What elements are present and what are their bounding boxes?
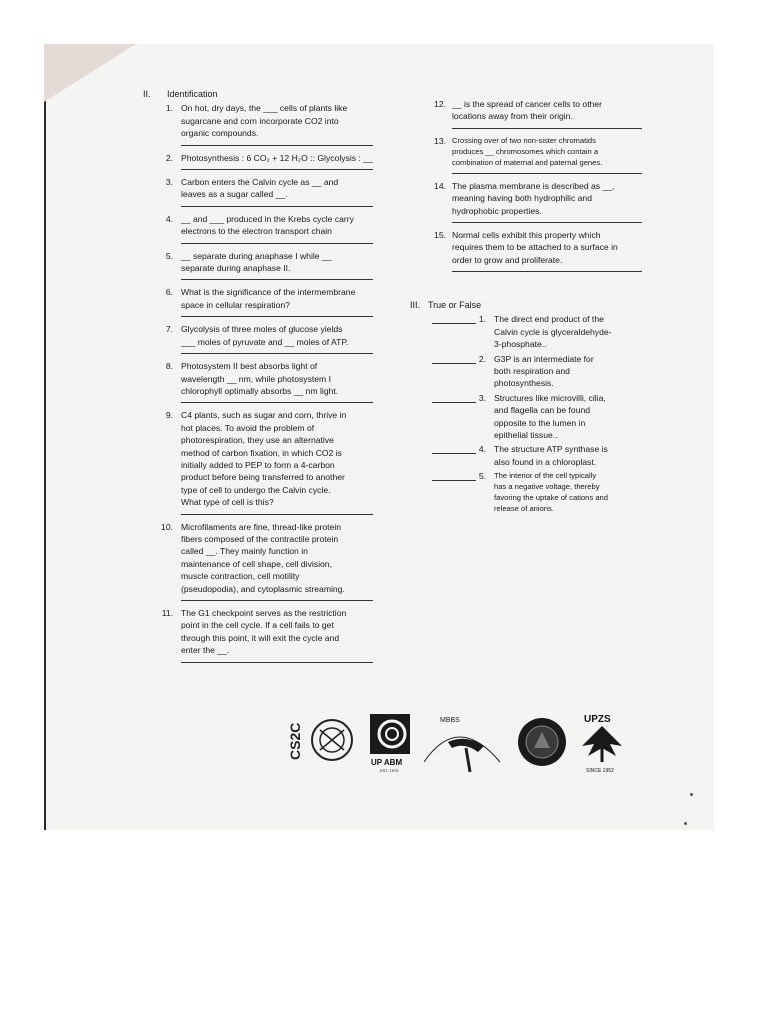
question-number: 15. [434,230,446,241]
true-false-item [410,443,640,468]
statement-number: 3. [478,392,486,403]
statement-text: The direct end product of the Calvin cycle is glyceraldehyde- 3-phosphate.. [494,314,612,350]
section-title: True or False [428,300,482,310]
question-text: Microfilaments are fine, thread-like protein fibers composed of the contractile protein called __. They mainly function in maintenance of cell shape, cell division, muscle contraction, cell motility (pseudopodia), and cytoplasmic streaming. [181,521,345,594]
question-number: 2. [165,152,173,163]
question-number: 5. [165,250,173,261]
section-title: Identification [167,89,218,99]
question-number: 1. [165,103,173,114]
question-text: The G1 checkpoint serves as the restriction point in the cell cycle. If a cell fails to get through this point, it will exit the cycle and enter the __. [181,608,347,656]
question-item [143,102,375,145]
question-item [143,323,375,354]
answer-blank[interactable] [452,173,642,174]
true-false-item [410,353,640,390]
speck [684,822,687,825]
identification-items [143,102,375,662]
answer-blank[interactable] [181,402,373,403]
section-numeral: III. [410,300,421,310]
cs2c-logo [287,712,356,768]
question-text: Glycolysis of three moles of glucose yields ___ moles of pyruvate and __ moles of ATP. [181,324,349,347]
answer-blank[interactable] [181,243,373,244]
question-number: 10. [161,521,173,532]
answer-blank[interactable] [181,206,373,207]
statement-number: 4. [478,444,486,455]
question-text: __ separate during anaphase I while __ separate during anaphase II. [181,250,332,274]
question-number: 7. [165,324,173,335]
question-text: What is the significance of the intermembrane space in cellular respiration? [181,287,356,310]
section-heading [143,88,375,100]
question-text: The plasma membrane is described as __, meaning having both hydrophilic and hydrophobic properties. [452,180,615,216]
question-item [143,360,375,403]
answer-blank[interactable] [452,222,642,223]
speck [690,793,693,796]
identification-section-continued [432,98,644,278]
question-text: Photosynthesis : 6 CO₂ + 12 H₂O :: Glycolysis : __ [181,152,373,163]
question-item [432,98,644,129]
up-abm-logo-text: UP ABM [371,758,403,767]
mbbs-logo-text: MBBS [440,717,460,724]
question-text: Normal cells exhibit this property which requires them to be attached to a surface in order to grow and proliferate. [452,230,618,265]
question-item [143,521,375,601]
question-text: Photosystem II best absorbs light of wavelength __ nm, while photosystem I chlorophyll optimally absorbs __ nm light. [181,361,339,396]
answer-blank[interactable] [181,353,373,354]
statement-number: 5. [478,471,486,482]
true-false-item [410,392,640,442]
question-text: __ is the spread of cancer cells to other locations away from their origin. [452,99,602,122]
question-number: 9. [165,410,173,421]
answer-blank[interactable] [452,271,642,272]
answer-blank[interactable] [432,402,476,403]
answer-blank[interactable] [181,279,373,280]
answer-blank[interactable] [432,323,476,324]
question-item [143,250,375,281]
section-numeral: II. [143,89,151,99]
answer-blank[interactable] [181,600,373,601]
cs2c-logo-text: CS2C [287,722,303,760]
question-item [143,152,375,170]
question-item [143,409,375,514]
answer-blank[interactable] [181,662,373,663]
true-false-item [410,470,640,514]
mbbs-logo [418,712,504,774]
question-item [143,286,375,317]
answer-blank[interactable] [181,514,373,515]
question-item [432,135,644,174]
question-number: 11. [161,608,173,618]
question-number: 6. [165,287,173,298]
true-false-section [410,299,640,516]
question-text: Crossing over of two non-sister chromatids produces __ chromosomes which contain a combination of maternal and paternal genes. [452,135,603,167]
true-false-item [410,313,640,350]
question-text: On hot, dry days, the ___ cells of plants like sugarcane and corn incorporate CO2 into organic compounds. [181,103,348,139]
question-item [432,229,644,272]
answer-blank[interactable] [181,169,373,170]
logos-row [287,712,630,774]
statement-number: 2. [478,353,486,364]
question-text: Carbon enters the Calvin cycle as __ and leaves as a sugar called __. [181,177,339,200]
answer-blank[interactable] [432,480,476,481]
question-text: C4 plants, such as sugar and corn, thrive in hot places. To avoid the problem of photorespiration, they use an alternative method of carbon fixation, in which CO2 is initially added to PEP to form a 4-carbon product before being transferred to another type of cell to undergo the Calvin cycle. What type of cell is this? [181,410,347,508]
answer-blank[interactable] [432,453,476,454]
statement-text: The structure ATP synthase is also found in a chloroplast. [494,444,608,467]
question-number: 8. [165,361,173,372]
statement-text: Structures like microvilli, cilia, and flagella can be found opposite to the lumen in epithelial tissue.. [494,392,606,441]
seal-logo [516,716,568,768]
question-item [143,607,375,663]
question-number: 3. [165,177,173,188]
question-number: 12. [434,99,446,109]
answer-blank[interactable] [432,363,476,364]
answer-blank[interactable] [181,316,373,317]
answer-blank[interactable] [452,128,642,129]
up-abm-logo [368,712,414,774]
statement-number: 1. [478,314,486,325]
identification-section [143,88,375,669]
folded-corner [44,44,136,102]
upzs-logo-text: UPZS [584,714,611,725]
identification-items-continued [432,98,644,272]
statement-text: G3P is an intermediate for both respiration and photosynthesis. [494,353,594,389]
question-text: __ and ___ produced in the Krebs cycle carry electrons to the electron transport chain [181,213,354,237]
question-number: 4. [165,213,173,224]
true-false-items [410,313,640,514]
statement-text: The interior of the cell typically has a negative voltage, thereby favoring the uptake of cations and release of anions. [494,471,608,514]
answer-blank[interactable] [181,145,373,146]
upzs-logo [578,712,626,774]
question-item [432,180,644,223]
upzs-logo-subtext: SINCE 1952 [586,768,614,774]
question-item [143,213,375,244]
question-number: 14. [434,180,446,191]
question-number: 13. [434,135,446,146]
section-heading [410,299,640,311]
up-abm-logo-subtext: EST. 1975 [380,768,399,773]
question-item [143,176,375,207]
